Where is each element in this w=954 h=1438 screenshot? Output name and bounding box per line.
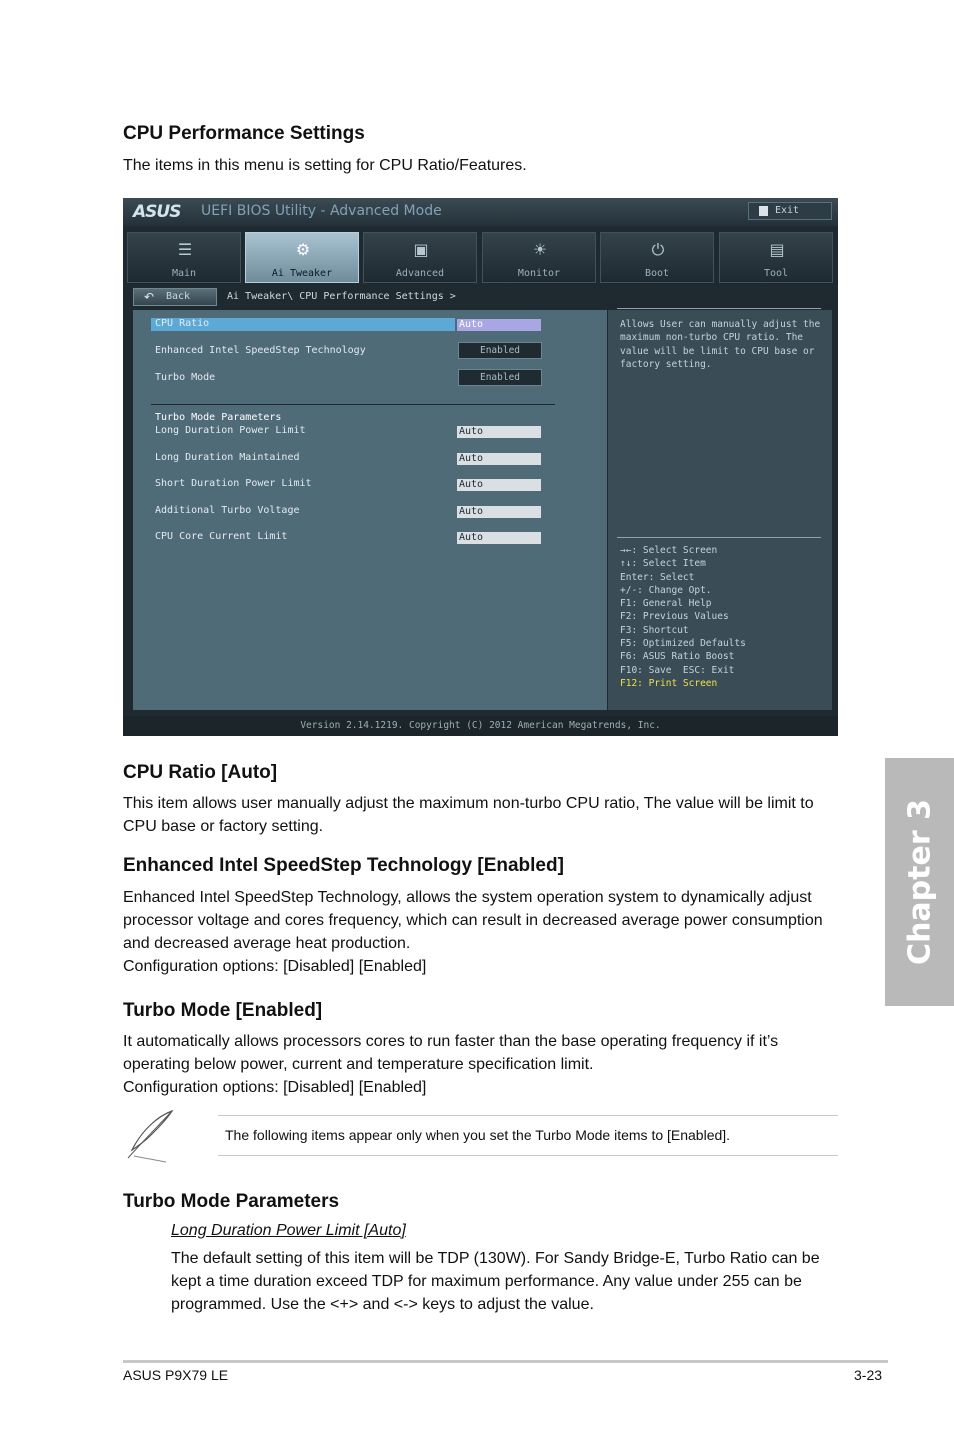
- exit-button[interactable]: [748, 202, 832, 220]
- help-divider-top: [617, 308, 821, 309]
- tab-tool[interactable]: [719, 232, 833, 283]
- help-text: Allows User can manually adjust the maximum non-turbo CPU ratio. The value will be limit to CPU base or factory setting.: [620, 319, 821, 370]
- back-label: Back: [166, 291, 191, 302]
- tab-ai-tweaker-label: Ai Tweaker: [271, 268, 333, 279]
- turbo-options: Configuration options: [Disabled] [Enabled]: [123, 1079, 427, 1096]
- bios-version-footer: Version 2.14.1219. Copyright (C) 2012 American Megatrends, Inc.: [123, 716, 838, 736]
- breadcrumb: Ai Tweaker\ CPU Performance Settings >: [227, 291, 456, 302]
- setting-cpu-ratio[interactable]: CPU Ratio: [155, 318, 210, 329]
- setting-additional-turbo-voltage[interactable]: Additional Turbo Voltage: [155, 505, 300, 516]
- note-text: The following items appear only when you set the Turbo Mode items to [Enabled].: [225, 1127, 731, 1143]
- bios-titlebar: [123, 198, 838, 226]
- asus-logo: ASUS: [133, 202, 181, 222]
- tab-main-label: Main: [171, 268, 197, 279]
- long-duration-power-limit-value[interactable]: Auto: [457, 426, 541, 438]
- setting-long-duration-power-limit[interactable]: Long Duration Power Limit: [155, 425, 306, 436]
- tool-icon: ▤: [769, 240, 785, 259]
- chapter-tab-label: Chapter 3: [902, 799, 937, 965]
- help-divider-bottom: [617, 537, 821, 538]
- tab-tool-label: Tool: [763, 268, 789, 279]
- turbo-params-title: Turbo Mode Parameters: [123, 1191, 340, 1212]
- long-duration-subtitle: Long Duration Power Limit [Auto]: [171, 1222, 406, 1239]
- key-legend-item: +/-: Change Opt.: [620, 584, 712, 596]
- short-duration-power-limit-value[interactable]: Auto: [457, 479, 541, 491]
- setting-long-duration-maintained[interactable]: Long Duration Maintained: [155, 452, 300, 463]
- setting-speedstep[interactable]: Enhanced Intel SpeedStep Technology: [155, 345, 366, 356]
- exit-label: Exit: [775, 205, 800, 216]
- setting-turbo-mode[interactable]: Turbo Mode: [155, 372, 216, 383]
- tab-boot[interactable]: [600, 232, 714, 283]
- speedstep-value[interactable]: Enabled: [458, 342, 542, 359]
- speedstep-options: Configuration options: [Disabled] [Enabled]: [123, 958, 427, 975]
- turbo-body: It automatically allows processors cores to run faster than the base operating frequency if it’s operating below power, current and temperature specification limit.: [123, 1033, 779, 1073]
- monitor-icon: ☀: [532, 240, 548, 259]
- tab-boot-label: Boot: [644, 268, 670, 279]
- speedstep-body: Enhanced Intel SpeedStep Technology, allows the system operation system to dynamically adjust processor voltage and cores frequency, which can result in decreased average power consumption and decreased average heat production.: [123, 889, 823, 952]
- footer-product: ASUS P9X79 LE: [123, 1367, 229, 1383]
- advanced-icon: ▣: [413, 240, 429, 259]
- tweaker-icon: ⚙: [295, 240, 311, 259]
- key-legend-item: F6: ASUS Ratio Boost: [620, 651, 735, 663]
- additional-turbo-voltage-value[interactable]: Auto: [457, 506, 541, 518]
- key-legend-item: →←: Select Screen: [620, 545, 718, 556]
- tab-ai-tweaker[interactable]: [245, 232, 359, 283]
- long-duration-maintained-value[interactable]: Auto: [457, 453, 541, 465]
- bios-screenshot: [123, 198, 838, 736]
- power-icon: ⏻: [651, 240, 665, 259]
- cpu-ratio-value[interactable]: Auto: [457, 319, 541, 331]
- key-legend-item: F3: Shortcut: [620, 624, 689, 636]
- bios-tabs: [127, 232, 834, 284]
- back-button[interactable]: [133, 288, 217, 306]
- speedstep-title: Enhanced Intel SpeedStep Technology [Enabled]: [123, 855, 564, 876]
- key-legend-item: ↑↓: Select Item: [620, 558, 706, 570]
- long-duration-body: The default setting of this item will be TDP (130W). For Sandy Bridge-E, Turbo Ratio can be kept a time duration exceed TDP for maximum performance. Any value under 255 can be programmed. Use the <+> and <-> keys to adjust the value.: [171, 1250, 820, 1313]
- tab-monitor[interactable]: [482, 232, 596, 283]
- setting-short-duration-power-limit[interactable]: Short Duration Power Limit: [155, 478, 312, 489]
- note-rule-top: [218, 1115, 838, 1116]
- tab-advanced-label: Advanced: [395, 268, 445, 279]
- key-legend-item: F1: General Help: [620, 598, 712, 610]
- turbo-mode-value[interactable]: Enabled: [458, 369, 542, 386]
- tab-monitor-label: Monitor: [517, 268, 561, 279]
- key-legend-item: F2: Previous Values: [620, 611, 729, 623]
- cpu-core-current-limit-value[interactable]: Auto: [457, 532, 541, 544]
- chapter-tab: [885, 758, 954, 1006]
- key-legend-item: Enter: Select: [620, 571, 695, 583]
- bios-title: UEFI BIOS Utility - Advanced Mode: [201, 203, 442, 219]
- tab-advanced[interactable]: [363, 232, 477, 283]
- back-arrow-icon: ↶: [144, 290, 155, 304]
- page-number: 3-23: [854, 1367, 883, 1383]
- footer-rule: [123, 1360, 888, 1363]
- cpu-ratio-body: This item allows user manually adjust the maximum non-turbo CPU ratio, The value will be limit to CPU base or factory setting.: [123, 795, 814, 835]
- group-label: Turbo Mode Parameters: [155, 412, 282, 423]
- tab-main[interactable]: [127, 232, 241, 283]
- key-legend: [620, 544, 746, 690]
- key-legend-item: F5: Optimized Defaults: [620, 638, 746, 650]
- settings-divider: [151, 404, 555, 405]
- cpu-ratio-title: CPU Ratio [Auto]: [123, 762, 278, 783]
- setting-cpu-core-current-limit[interactable]: CPU Core Current Limit: [155, 531, 288, 542]
- turbo-title: Turbo Mode [Enabled]: [123, 1000, 323, 1021]
- list-icon: ☰: [177, 240, 193, 259]
- section-intro: The items in this menu is setting for CPU Ratio/Features.: [123, 157, 527, 174]
- note-rule-bottom: [218, 1155, 838, 1156]
- section-title: CPU Performance Settings: [123, 123, 365, 144]
- exit-icon: [759, 206, 768, 216]
- key-legend-item: F10: Save ESC: Exit: [620, 664, 735, 676]
- key-legend-item: F12: Print Screen: [620, 677, 718, 689]
- feather-note-icon: [120, 1106, 180, 1166]
